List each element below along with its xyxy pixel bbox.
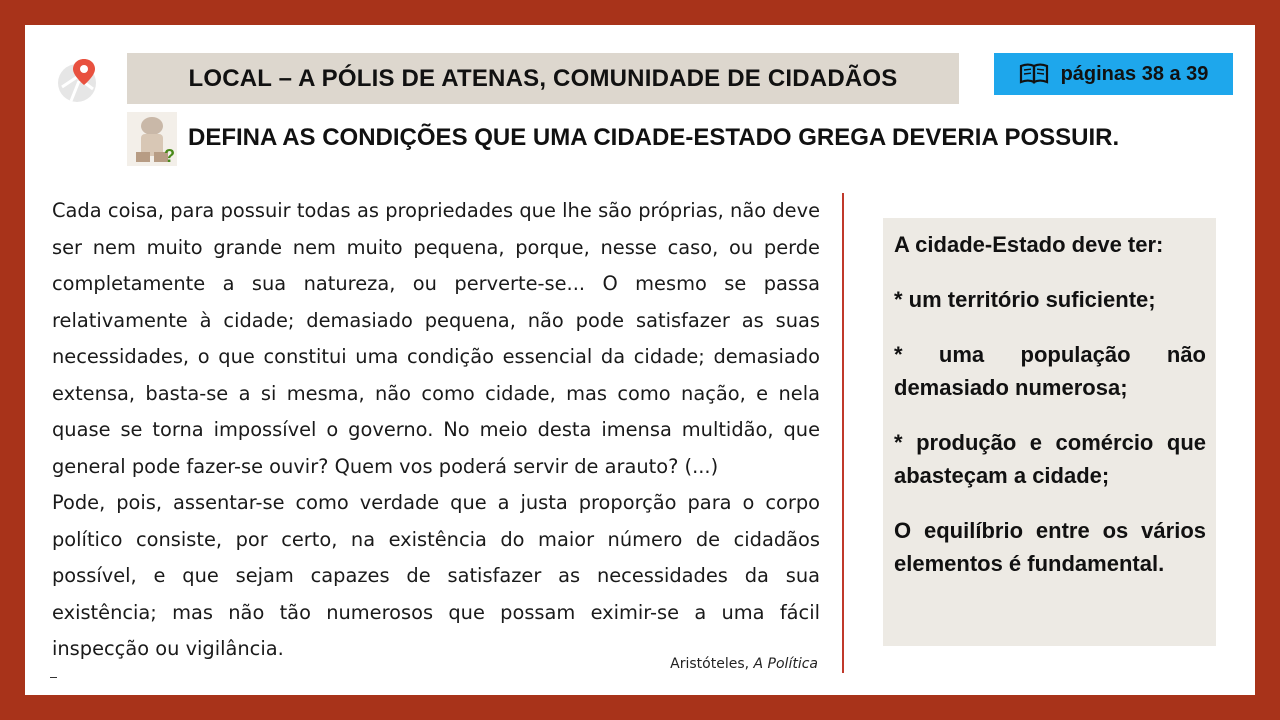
svg-text:?: ? — [164, 146, 175, 166]
thinking-figure-question-icon — [127, 112, 177, 166]
answer-intro: A cidade-Estado deve ter: — [894, 232, 1164, 257]
attribution-author: Aristóteles, — [670, 656, 750, 672]
source-paragraph-2: Pode, pois, assentar-se como verdade que a justa proporção para o corpo político consiste, por certo, na existência do maior número de cidadãos possível, e que sejam capazes de satisfazer as necessidades da sua existência; mas não tão numerosos que possam eximir-se a uma fácil inspecção ou vigilância. — [52, 491, 820, 660]
question-prompt: DEFINA AS CONDIÇÕES QUE UMA CIDADE-ESTADO GREGA DEVERIA POSSUIR. — [188, 124, 1120, 151]
map-pin-icon — [57, 57, 99, 103]
answer-conclusion: O equilíbrio entre os vários elementos é fundamental. — [894, 518, 1206, 576]
source-attribution — [620, 656, 818, 672]
answer-box — [883, 218, 1216, 646]
vertical-divider — [842, 193, 844, 673]
pages-reference-badge — [994, 53, 1233, 95]
attribution-work: A Política — [753, 656, 818, 672]
answer-item-production: * produção e comércio que abasteçam a cidade; — [894, 430, 1206, 488]
section-title-banner — [127, 53, 959, 104]
answer-item-territory: * um território suficiente; — [894, 287, 1156, 312]
section-title: LOCAL – A PÓLIS DE ATENAS, COMUNIDADE DE CIDADÃOS — [188, 64, 898, 92]
footnote-dash — [50, 677, 57, 678]
book-icon — [1019, 63, 1049, 85]
answer-item-population: * uma população não demasiado numerosa; — [894, 342, 1206, 400]
source-paragraph-1: Cada coisa, para possuir todas as propriedades que lhe são próprias, não deve ser nem muito grande nem muito pequena, porque, nesse caso, ou perde completamente a sua natureza, ou perverte-se... O mesmo se passa relativamente à cidade; demasiado pequena, não pode satisfazer as suas necessidades, o que constitui uma condição essencial da cidade; demasiado extensa, basta-se a si mesma, não como cidade, mas como nação, e nela quase se torna impossível o governo. No meio desta imensa multidão, que general pode fazer-se ouvir? Quem vos poderá servir de arauto? (...) — [52, 199, 820, 478]
aristotle-source-text — [52, 193, 820, 668]
pages-label: páginas 38 a 39 — [1060, 62, 1209, 85]
